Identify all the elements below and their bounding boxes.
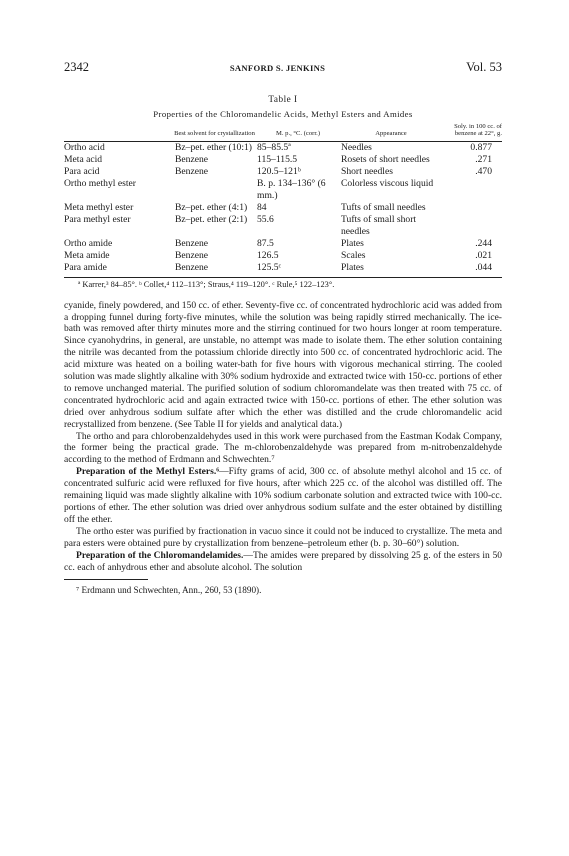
solvent-cell (172, 178, 257, 202)
table-row (64, 141, 502, 154)
paragraph: cyanide, finely powdered, and 150 cc. of ether. Seventy-five cc. of concentrated hydrochloric acid was added from a dropping funnel during forty-five minutes, while the solution was being rapidly stirred mechanically. The ice-bath was removed after thirty minutes more and the stirring continued for two hours longer at room temperature. Since cyanohydrins, in general, are unstable, no attempt was made to isolate them. The ether solution containing the nitrile was decanted from the potassium chloride directly into 500 cc. of concentrated hydrochloric acid. The acid mixture was heated on a boiling water-bath for five hours with vigorous mechanical stirring. The cooled solution was made slightly alkaline with 30% sodium hydroxide and extracted twice with 150-cc. portions of ether to remove unchanged material. The purified solution of sodium chloromandelate was then treated with 75 cc. of concentrated hydrochloric acid and again extracted twice with 150-cc. portions of ether. The ether solution was dried over anhydrous sodium sulfate after which the ether was distilled and the crude chloromandelic acid recrystallized from benzene. (See Table II for yields and analytical data.) (64, 299, 502, 430)
solvent-cell: Benzene (175, 153, 209, 165)
solvent-cell: Benzene (175, 237, 209, 249)
compound-name: Meta amide (64, 249, 110, 261)
mp-cell: 55.6 (257, 213, 274, 225)
header-melting-point: M. p., °C. (corr.) (257, 123, 339, 141)
paragraph-text: —Fifty grams of acid, 300 cc. of absolute methyl alcohol and 15 cc. of concentrated sulfuric acid were refluxed for five hours, after which 225 cc. of the alcohol was distilled off. The remaining liquid was made slightly alkaline with 10% sodium carbonate solution and extracted twice with 100-cc. portions of ether. The ether solution was dried over anhydrous sodium sulfate and the ester obtained by distilling off the ether. (64, 466, 502, 525)
paragraph (64, 550, 502, 574)
table-row (64, 214, 502, 238)
table-row (64, 202, 502, 214)
solubility-cell (443, 214, 502, 238)
appearance-cell: Tufts of small needles (341, 201, 426, 213)
paragraph (64, 466, 502, 526)
table-row (64, 238, 502, 250)
solvent-cell: Benzene (175, 261, 209, 273)
table-row (64, 166, 502, 178)
compound-name: Ortho acid (64, 141, 105, 153)
solubility-cell: .271 (475, 153, 492, 165)
appearance-cell: Colorless viscous liquid (341, 177, 434, 189)
table-row (64, 154, 502, 166)
solvent-cell: Bz–pet. ether (4:1) (175, 201, 248, 213)
mp-cell: 125.5ᶜ (257, 261, 282, 273)
appearance-cell: Plates (341, 237, 364, 249)
appearance-cell: Tufts of small short needles (341, 213, 417, 237)
mp-cell: 87.5 (257, 237, 274, 249)
mp-cell: 120.5–121ᵇ (257, 165, 301, 177)
compound-name: Para amide (64, 261, 107, 273)
solubility-cell (443, 202, 502, 214)
solvent-cell: Benzene (175, 249, 209, 261)
compound-name: Para acid (64, 165, 100, 177)
mp-cell: 126.5 (257, 249, 279, 261)
solvent-cell: Benzene (175, 165, 209, 177)
table-footnotes: ª Karrer,³ 84–85°. ᵇ Collet,⁴ 112–113°; Straus,⁴ 119–120°. ᶜ Rule,⁵ 122–123°. (64, 277, 502, 289)
appearance-cell: Scales (341, 249, 366, 261)
table-body (64, 141, 502, 274)
compound-name: Ortho amide (64, 237, 113, 249)
solubility-cell: .244 (475, 237, 492, 249)
table-row (64, 178, 502, 202)
compound-name: Ortho methyl ester (64, 177, 136, 189)
solvent-cell: Bz–pet. ether (2:1) (175, 213, 248, 225)
page-footnote: ⁷ Erdmann und Schwechten, Ann., 260, 53 (1890). (76, 585, 262, 596)
header-solvent: Best solvent for crystallization (172, 123, 257, 141)
section-heading: Preparation of the Chloromandelamides. (76, 549, 244, 561)
appearance-cell: Plates (341, 261, 364, 273)
solubility-cell: .044 (475, 261, 492, 273)
header-compound (64, 123, 172, 141)
volume-number: Vol. 53 (466, 60, 502, 74)
section-heading: Preparation of the Methyl Esters.⁶ (76, 466, 220, 478)
appearance-cell: Short needles (341, 165, 393, 177)
header-appearance: Appearance (339, 123, 443, 141)
article-body (64, 300, 502, 574)
compound-name: Meta methyl ester (64, 201, 134, 213)
table-row (64, 262, 502, 274)
footnote-divider (64, 579, 148, 580)
paragraph-text: —The amides were prepared by dissolving 25 g. of the esters in 50 cc. each of anhydrous ether and absolute alcohol. The solution (64, 549, 502, 573)
compound-name: Meta acid (64, 153, 103, 165)
mp-cell: 84 (257, 201, 267, 213)
solubility-cell: .021 (475, 249, 492, 261)
mp-cell: B. p. 134–136° (6 mm.) (257, 177, 326, 201)
header-solubility: Soly. in 100 cc. of benzene at 22°, g. (443, 123, 502, 141)
paragraph: The ortho and para chlorobenzaldehydes used in this work were purchased from the Eastman Kodak Company, the former being the practical grade. The m-chlorobenzaldehyde was prepared from m-nitrobenzaldehyde according to the method of Erdmann and Schwechten.⁷ (64, 430, 502, 466)
properties-table (64, 123, 502, 274)
journal-page (64, 60, 502, 595)
solubility-cell (443, 178, 502, 202)
mp-cell: 85–85.5ª (257, 141, 291, 153)
appearance-cell: Rosets of short needles (341, 153, 430, 165)
appearance-cell: Needles (341, 141, 372, 153)
solubility-cell: 0.877 (470, 141, 492, 153)
running-header (64, 60, 502, 75)
mp-cell: 115–115.5 (257, 153, 298, 165)
table-label: Table I (268, 94, 298, 104)
solubility-cell: .470 (475, 165, 492, 177)
table-header-row (64, 123, 502, 141)
compound-name: Para methyl ester (64, 213, 131, 225)
page-number: 2342 (64, 60, 89, 74)
running-author: SANFORD S. JENKINS (229, 63, 326, 73)
solvent-cell: Bz–pet. ether (10:1) (175, 141, 252, 153)
table-row (64, 250, 502, 262)
table-caption: Properties of the Chloromandelic Acids, Methyl Esters and Amides (153, 109, 413, 119)
paragraph: The ortho ester was purified by fractionation in vacuo since it could not be induced to crystallize. The meta and para esters were obtained pure by crystallization from benzene–petroleum ether (b. p. 30–60°) solution. (64, 525, 502, 549)
